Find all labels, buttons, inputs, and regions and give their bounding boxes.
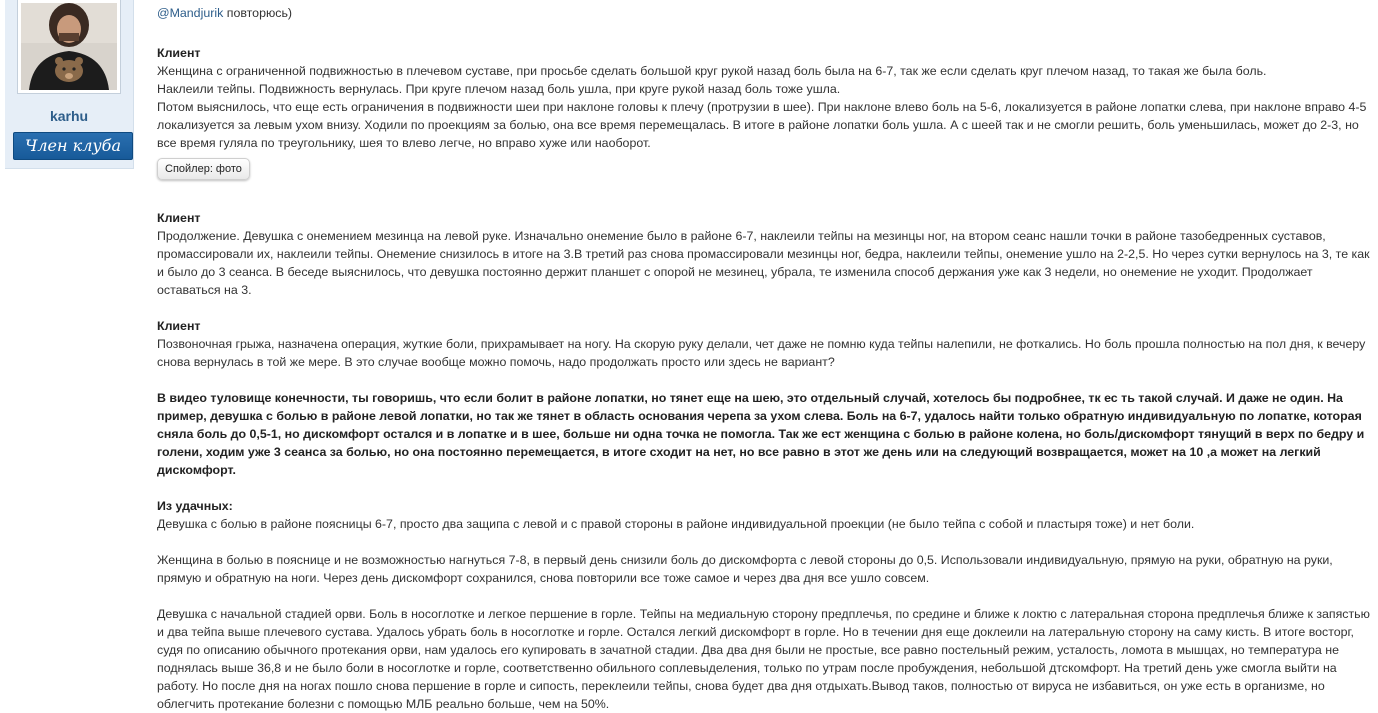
post-message: [157, 0, 1378, 713]
mention-link[interactable]: @Mandjurik: [157, 6, 224, 20]
section-line: Женщина с ограниченной подвижностью в плечевом суставе, при просьбе сделать большой круг рукой назад боль была на 6-7, так же если сделать круг плечом назад, то такая же была боль.: [157, 64, 1267, 78]
mention-line: [157, 4, 1378, 22]
avatar-image: [21, 3, 117, 90]
section-line: Наклеили тейпы. Подвижность вернулась. При круге плечом назад боль ушла, при круге рукой назад боль тоже ушла.: [157, 82, 841, 96]
section-title: Клиент: [157, 211, 201, 225]
section-line: Продолжение. Девушка с онемением мезинца на левой руке. Изначально онемение было в районе 6-7, наклеили тейпы на мезинцы ног, на втором сеанс нашли точки в районе тазобедренных суставов, промассировали их, наклеили тейпы. Онемение снизилось в итоге на 3.В третий раз снова промассировали мезинцы ног, бедра, наклеили тейпы, онемение ушло на 2-2,5. Но через сутки вернулось на 3, те как и было до 3 сеанса. В беседе выяснилось, что девушка постоянно держит планшет с опорой не мезинец, убрала, те изменила способ держания уже как 3 недели, но онемение не уходит. Продолжает оставаться на 3.: [157, 229, 1370, 297]
section-line: Потом выяснилось, что еще есть ограничения в подвижности шеи при наклоне головы к плечу (протрузии в шее). При наклоне влево боль на 5-6, локализуется в районе лопатки слева, при наклоне вправо 4-5 локализуется за левым ухом внизу. Ходили по проекциям за болью, она все время перемещалась. В итоге в районе лопатки боль ушла. А с шеей так и не смогли решить, боль уменьшилась, может до 2-3, но все время гуляла по треугольнику, шея то влево легче, но вправо хуже или наоборот.: [157, 100, 1367, 150]
user-title-badge: Член клуба: [13, 132, 133, 160]
avatar[interactable]: [17, 0, 121, 94]
username[interactable]: karhu: [49, 108, 89, 124]
section-title: Клиент: [157, 46, 201, 60]
success-title: Из удачных:: [157, 499, 233, 513]
spoiler-button[interactable]: Спойлер: фото: [157, 158, 250, 180]
user-info-panel: [5, 0, 134, 169]
question-paragraph: В видео туловище конечности, ты говоришь, что если болит в районе лопатки, но тянет еще на шею, это отдельный случай, хотелось бы подробнее, тк ес ть такой случай. И даже не один. На пример, девушка с болью в районе левой лопатки, но так же тянет в область основания черепа за ухом слева. Боль на 6-7, удалось найти только обратную индивидуальную по лопатке, которая сняла боль до 0,5-1, но дискомфорт остался и в лопатке и в шее, больше ни одна точка не помогла. Так же ест женщина с болью в районе колена, но боль/дискомфорт тянущий в верх по бедру и голени, ходим уже 3 сеанса за болью, но она постоянно перемещается, в итоге сходит на нет, но все равно в этот же день или на следующий возвращается, может на 10 ,а может на легкий дискомфорт.: [157, 391, 1365, 477]
section-title: Клиент: [157, 319, 201, 333]
success-item: Девушка с начальной стадией орви. Боль в носоглотке и легкое першение в горле. Тейпы на медиальную сторону предплечья, по средине и ближе к локтю с латеральная сторона предплечья ближе к запястью и два тейпа выше плечевого сустава. Удалось убрать боль в носоглотке и горле. Остался легкий дискомфорт в горле. Но в течении дня еще доклеили на латеральную сторону на саму кисть. В итоге восторг, судя по описанию обычного протекания орви, нам удалось его купировать в зачатной стадии. Два два дня были не простые, все равно постельный режим, усталость, ломота в мышцах, но температура не поднялась выше 36,8 и не было боли в носоглотке и горле, соответственно обильного соплевыделения, только по утрам после пробуждения, небольшой дтскомфорт. На третий день уже смогла выйти на работу. Но после дня на ногах пошло снова першение в горле и сипость, переклеили тейпы, снова будет два дня отдыхать.Вывод таков, полностью от вируса не избавиться, он уже есть в организме, но облегчить протекание болезни с помощью МЛБ реально больше, чем на 50%.: [157, 607, 1370, 711]
mention-text: повторюсь): [223, 6, 293, 20]
section-line: Позвоночная грыжа, назначена операция, жуткие боли, прихрамывает на ногу. На скорую руку делали, чет даже не помню куда тейпы налепили, не фоткались. Но боль прошла полностью на пол дня, к вечеру снова вернулась в той же мере. В это случае вообще можно помочь, надо продолжать просто или здесь не вариант?: [157, 337, 1366, 369]
success-item: Девушка с болью в районе поясницы 6-7, просто два защипа с левой и с правой стороны в районе индивидуальной проекции (не было тейпа с собой и пластыря тоже) и нет боли.: [157, 517, 1195, 531]
success-item: Женщина в болью в пояснице и не возможностью нагнуться 7-8, в первый день снизили боль до дискомфорта с левой стороны до 0,5. Использовали индивидуальную, прямую на руки, обратную на руки, прямую и обратную на ноги. Через день дискомфорт сохранился, снова повторили все тоже самое и через два дня все ушло совсем.: [157, 553, 1333, 585]
